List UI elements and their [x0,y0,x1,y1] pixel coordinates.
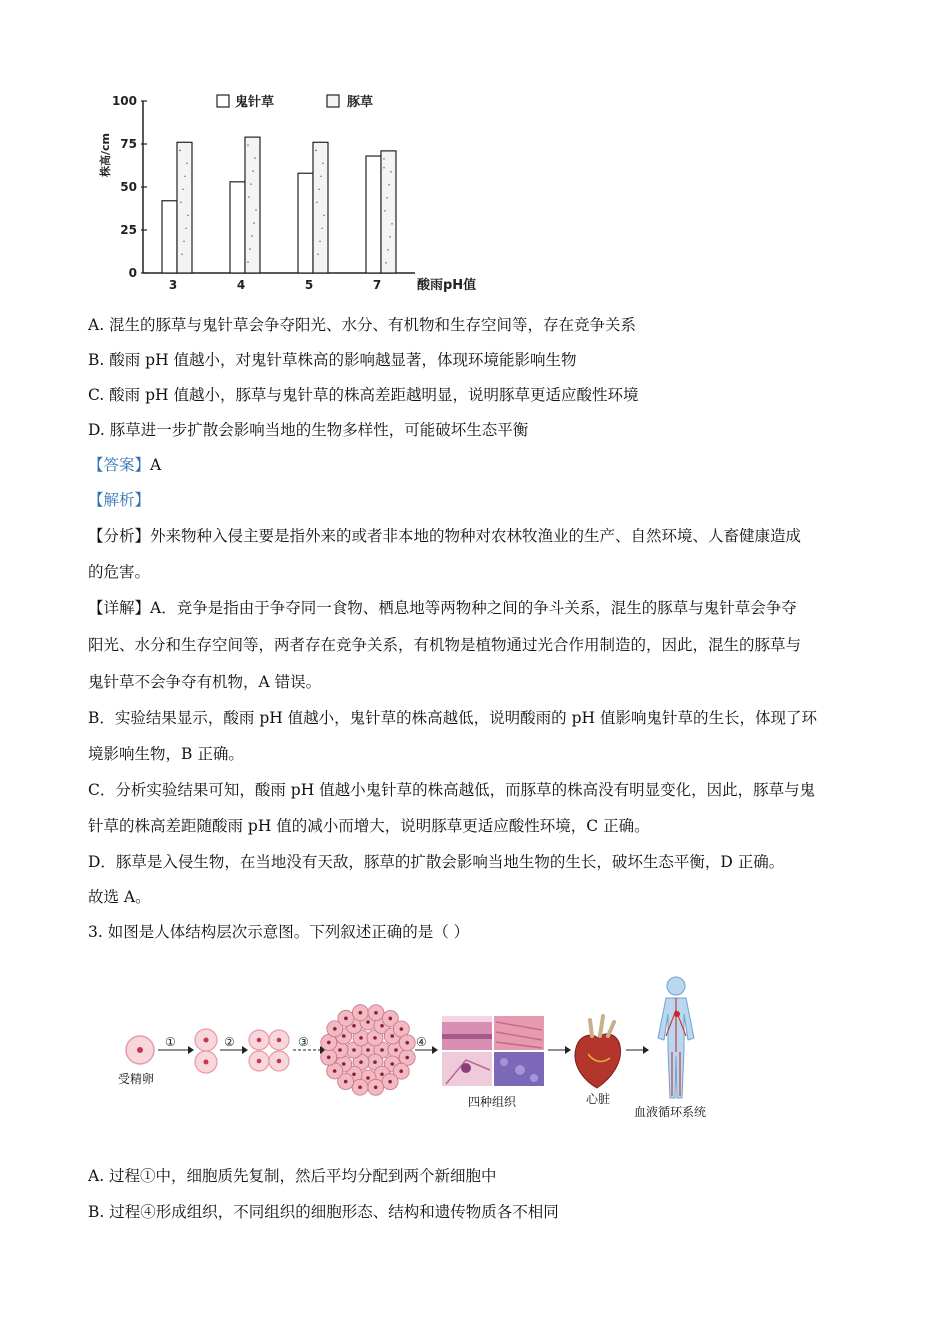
y-tick-label: 75 [120,137,137,151]
q3-option-b: B. 过程④形成组织，不同组织的细胞形态、结构和遗传物质各不相同 [88,1203,559,1221]
x-tick-label: 3 [168,278,178,292]
fenxi-line-1 [88,526,801,546]
x-axis-label: 酸雨pH值 [417,278,477,293]
bar-stipple-dot [187,215,188,216]
cell-nucleus [342,1034,346,1038]
y-axis-label: 株高/cm [99,133,112,177]
bar-stipple-dot [185,228,186,229]
cell-nucleus [405,1056,409,1060]
bar-stipple-dot [383,167,384,168]
y-tick-label: 25 [120,223,137,237]
xiangjie-c-2: 针草的株高差距随酸雨 pH 值的减小而增大，说明豚草更适应酸性环境，C 正确。 [88,817,650,835]
circulatory-system-icon [658,977,694,1098]
bar-stipple-dot [318,189,319,190]
xiangjie-b-1: B．实验结果显示，酸雨 pH 值越小，鬼针草的株高越低，说明酸雨的 pH 值影响鬼针草的生长，体现了环 [88,709,817,727]
heart-icon [575,1016,621,1088]
cell-nucleus [366,1048,370,1052]
x-tick-label: 5 [304,278,314,292]
bar-stipple-dot [390,171,391,172]
bar-stipple-dot [253,222,254,223]
cell-nucleus [373,1060,377,1064]
bar-stipple-dot [181,254,182,255]
option-c: C. 酸雨 pH 值越小，豚草与鬼针草的株高差距越明显，说明豚草更适应酸性环境 [88,386,639,404]
bar-stipple-dot [252,170,253,171]
bar-stipple-dot [247,261,248,262]
bar-stipple-dot [315,150,316,151]
cell-nucleus [374,1011,378,1015]
bar-stipple-dot [254,157,255,158]
q3-option-a: A. 过程①中，细胞质先复制，然后平均分配到两个新细胞中 [88,1167,497,1185]
conclusion: 故选 A。 [88,888,151,906]
bar-stipple-dot [184,176,185,177]
xiangjie-a-1 [88,598,797,618]
step-1-label: ① [165,1035,176,1049]
cell-nucleus [380,1048,384,1052]
label-zygote: 受精卵 [118,1072,155,1086]
bar-tuncao [381,151,396,273]
two-cell-icon [195,1029,217,1073]
cell-nucleus [366,1020,370,1024]
answer-line [88,455,161,475]
four-tissues-image [442,1016,544,1086]
option-b: B. 酸雨 pH 值越小，对鬼针草株高的影响越显著，体现环境能影响生物 [88,351,577,369]
xiangjie-b-2: 境影响生物，B 正确。 [88,745,244,763]
bar-stipple-dot [389,236,390,237]
bar-stipple-dot [319,241,320,242]
fenxi-text-1: 外来物种入侵主要是指外来的或者非本地的物种对农林牧渔业的生产、自然环境、人畜健康造成 [150,527,802,545]
body-structure-diagram [110,970,720,1130]
legend-swatch-tuncao [327,95,339,107]
plant-height-bar-chart [95,85,495,295]
bar-stipple-dot [179,150,180,151]
option-d: D. 豚草进一步扩散会影响当地的生物多样性，可能破坏生态平衡 [88,421,529,439]
y-tick-label: 0 [128,266,137,280]
cell-nucleus [333,1027,337,1031]
label-heart: 心脏 [586,1092,611,1106]
cell-nucleus [366,1076,370,1080]
step-3-label: ③ [298,1035,309,1049]
xiangjie-a-text-1: A．竞争是指由于争夺同一食物、栖息地等两物种之间的争斗关系，混生的豚草与鬼针草会争夺 [150,599,797,617]
bar-stipple-dot [182,189,183,190]
cell-nucleus [358,1085,362,1089]
cell-nucleus [327,1055,331,1059]
four-cell-icon [249,1030,289,1071]
xiangjie-d-1: D．豚草是入侵生物，在当地没有天敌，豚草的扩散会影响当地生物的生长，破坏生态平衡，D 正确。 [88,853,785,871]
fenxi-line-2: 的危害。 [88,563,151,581]
bar-tuncao [177,142,192,273]
bar-stipple-dot [317,254,318,255]
bar-stipple-dot [385,262,386,263]
y-tick-label: 50 [120,180,137,194]
cell-nucleus [380,1072,384,1076]
bar-stipple-dot [250,183,251,184]
cell-nucleus [380,1024,384,1028]
cell-nucleus [373,1036,377,1040]
bar-guizhencao [162,201,177,273]
cell-mass-icon [321,1005,416,1096]
bar-stipple-dot [323,215,324,216]
legend-label-guizhencao: 鬼针草 [235,95,275,110]
bar-stipple-dot [383,158,384,159]
label-tissues: 四种组织 [468,1095,517,1109]
answer-value: A [150,456,162,474]
bar-stipple-dot [384,210,385,211]
x-tick-label: 4 [236,278,246,292]
bar-stipple-dot [388,184,389,185]
bar-stipple-dot [391,223,392,224]
xiangjie-a-3: 鬼针草不会争夺有机物，A 错误。 [88,673,322,691]
cell-nucleus [390,1062,394,1066]
cell-nucleus [338,1048,342,1052]
bar-stipple-dot [322,163,323,164]
label-circulatory-system: 血液循环系统 [634,1105,707,1119]
bar-guizhencao [230,182,245,273]
y-tick-label: 100 [111,94,137,108]
cell-nucleus [389,1017,393,1021]
bar-guizhencao [298,173,313,273]
cell-nucleus [359,1036,363,1040]
bar-stipple-dot [249,248,250,249]
bar-stipple-dot [255,209,256,210]
x-tick-label: 7 [372,278,382,292]
bar-stipple-dot [186,163,187,164]
cell-nucleus [374,1085,378,1089]
zygote-icon [126,1036,154,1064]
cell-nucleus [405,1041,409,1045]
legend-swatch-guizhencao [217,95,229,107]
cell-nucleus [327,1041,331,1045]
bar-stipple-dot [321,228,322,229]
answer-label: 【答案】 [88,456,151,474]
bar-stipple-dot [320,176,321,177]
bar-stipple-dot [248,196,249,197]
xiangjie-a-2: 阳光、水分和生存空间等，两者存在竞争关系，有机物是植物通过光合作用制造的，因此，混生的豚草与 [88,636,802,654]
cell-nucleus [359,1011,363,1015]
chart-legend [217,94,373,110]
step-4-label: ④ [416,1035,427,1049]
fenxi-label: 【分析】 [88,527,151,545]
bar-stipple-dot [247,144,248,145]
bar-tuncao [245,137,260,273]
bar-stipple-dot [387,249,388,250]
cell-nucleus [400,1027,404,1031]
cell-nucleus [352,1024,356,1028]
bar-stipple-dot [183,241,184,242]
cell-nucleus [352,1048,356,1052]
cell-nucleus [342,1062,346,1066]
cell-nucleus [333,1069,337,1073]
cell-nucleus [388,1080,392,1084]
bar-stipple-dot [251,235,252,236]
bar-tuncao [313,142,328,273]
cell-nucleus [390,1034,394,1038]
bar-guizhencao [366,156,381,273]
question-3-stem: 3. 如图是人体结构层次示意图。下列叙述正确的是（ ） [88,923,470,941]
cell-nucleus [399,1069,403,1073]
xiangjie-c-1: C．分析实验结果可知，酸雨 pH 值越小鬼针草的株高越低，而豚草的株高没有明显变化，因此，豚草与鬼 [88,781,816,799]
cell-nucleus [344,1017,348,1021]
xiangjie-label: 【详解】 [88,599,151,617]
cell-nucleus [359,1060,363,1064]
bar-stipple-dot [180,202,181,203]
cell-nucleus [352,1072,356,1076]
cell-nucleus [394,1048,398,1052]
analysis-label: 【解析】 [88,491,151,509]
bar-stipple-dot [316,202,317,203]
legend-label-tuncao: 豚草 [347,95,374,110]
bar-stipple-dot [386,197,387,198]
cell-nucleus [344,1080,348,1084]
option-a: A. 混生的豚草与鬼针草会争夺阳光、水分、有机物和生存空间等，存在竞争关系 [88,316,637,334]
step-2-label: ② [224,1035,235,1049]
chart-bars [162,137,396,273]
